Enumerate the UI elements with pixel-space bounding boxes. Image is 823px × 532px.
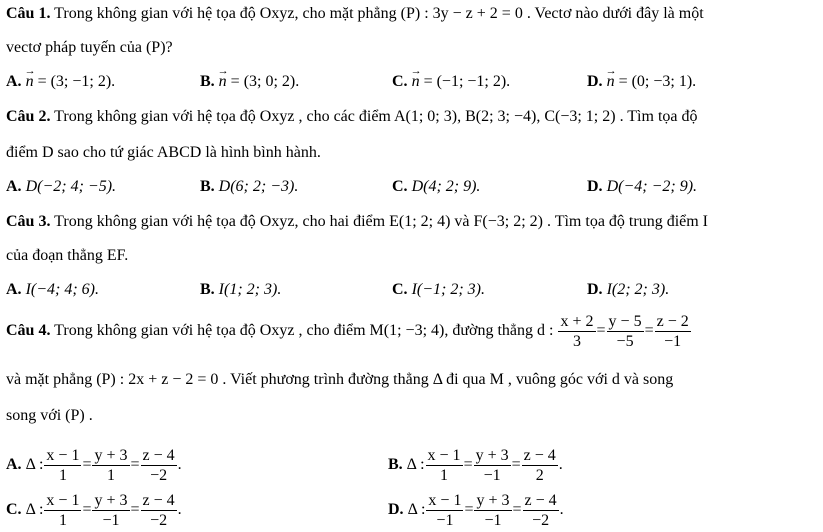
q3-option-a-letter: A. [6,281,22,298]
q4-c-num-1: x − 1 [46,491,80,509]
q2-label: Câu 2. [6,108,51,125]
q4-option-c-frac-x [44,491,81,530]
q2-text-a: Trong không gian với hệ tọa độ Oxyz , cho các điểm A(1; 0; 3), B(2; 3; −4), C(−3; 1; 2) . Tìm tọa độ [50,108,698,125]
q4-c-num-2: y + 3 [94,491,128,509]
q2-option-d[interactable] [587,177,697,197]
q4-b-eq-2: = [511,456,521,473]
q1-option-c-value: = (−1; −1; 2). [419,73,511,90]
q3-text-b: của đoạn thẳng EF. [6,247,129,264]
q3-option-c-value: I(−1; 2; 3). [411,281,485,298]
q4-c-eq-2: = [130,501,140,518]
q4-label: Câu 4. [6,322,51,339]
q4-a-den-2: 1 [107,466,115,484]
q4-c-den-1: 1 [58,511,67,529]
q3-label: Câu 3. [6,213,51,230]
q4-d-num-3: z − 2 [656,312,689,330]
q4-option-c-frac-y [92,491,129,530]
q4-option-d[interactable] [388,490,564,530]
q2-option-d-letter: D. [587,178,603,195]
q1-option-a-var: → n [26,72,34,92]
q3-option-c-letter: C. [392,281,408,298]
q1-text-line-2 [6,38,173,58]
q4-d-den-2: −5 [616,332,634,350]
q4-option-a-prefix: Δ : [25,456,44,473]
q1-option-b[interactable] [200,72,299,92]
q4-a-den-3: −2 [150,466,168,484]
q2-text-b: điểm D sao cho tứ giác ABCD là hình bình hành. [6,144,321,161]
q4-option-b-frac-z [522,446,558,485]
q3-text-a: Trong không gian với hệ tọa độ Oxyz, cho hai điểm E(1; 2; 4) và F(−3; 2; 2) . Tìm tọa độ trung điểm I [50,213,709,230]
q4-text-line-3 [6,406,93,426]
q2-option-a[interactable] [6,177,116,197]
q4-d-den-1: 3 [573,332,581,350]
q4-option-d-prefix: Δ : [407,501,426,518]
q4-d-opt-eq-1: = [464,501,474,518]
q2-option-b-letter: B. [200,178,215,195]
q1-option-a-value: = (3; −1; 2). [33,73,116,90]
q1-option-c-var: → n [412,72,420,92]
q1-option-d-letter: D. [587,73,603,90]
q4-a-eq-1: = [82,456,92,473]
q1-option-b-letter: B. [200,73,215,90]
q4-d-opt-den-2: −1 [484,511,502,529]
q4-d-frac-y [607,312,644,351]
q1-text-b: vectơ pháp tuyến của (P)? [6,39,173,56]
q4-d-opt-eq-2: = [512,501,522,518]
q2-option-d-value: D(−4; −2; 9). [606,178,698,195]
q4-d-eq-2: = [644,322,654,339]
q1-option-b-value: = (3; 0; 2). [226,73,300,90]
q3-option-c[interactable] [392,280,485,300]
q2-option-a-letter: A. [6,178,22,195]
q4-option-d-frac-z [523,491,559,530]
q2-option-b-value: D(6; 2; −3). [218,178,299,195]
q4-option-d-frac-y [474,491,511,530]
q4-d-num-1: x + 2 [560,312,594,330]
q4-d-opt-den-3: −2 [532,511,550,529]
q4-option-d-frac-x [426,491,463,530]
q4-option-c-letter: C. [6,501,22,518]
q1-option-a[interactable] [6,72,115,92]
q4-option-b-frac-y [474,446,511,485]
q4-a-den-1: 1 [58,466,67,484]
q4-d-eq-1: = [596,322,606,339]
q2-option-c[interactable] [392,177,480,197]
q4-option-b-frac-x [426,446,463,485]
q4-b-den-2: −1 [483,466,501,484]
q2-text-line-1 [6,107,697,127]
q4-d-opt-num-1: x − 1 [428,491,462,509]
q3-option-a[interactable] [6,280,99,300]
q4-b-den-3: 2 [535,466,544,484]
q4-d-den-3: −1 [664,332,682,350]
q3-option-a-value: I(−4; 4; 6). [25,281,99,298]
q3-option-b[interactable] [200,280,281,300]
q4-d-opt-den-1: −1 [436,511,454,529]
q3-option-d-value: I(2; 2; 3). [606,281,670,298]
q4-b-num-2: y + 3 [475,446,509,464]
q1-option-d-value: = (0; −3; 1). [614,73,697,90]
q3-text-line-2 [6,246,128,266]
q4-option-a-frac-z [141,446,177,485]
q4-b-num-3: z − 4 [523,446,556,464]
q4-a-num-1: x − 1 [46,446,80,464]
q2-option-c-letter: C. [392,178,408,195]
q4-a-num-3: z − 4 [142,446,175,464]
q4-a-num-2: y + 3 [94,446,128,464]
q4-text-line-2 [6,370,673,390]
q4-a-dot: . [177,456,182,473]
q1-option-c[interactable] [392,72,510,92]
q4-option-b-prefix: Δ : [406,456,425,473]
q2-option-b[interactable] [200,177,298,197]
q4-d-opt-num-3: z − 4 [524,491,557,509]
q3-option-d-letter: D. [587,281,603,298]
q4-d-frac-z [655,312,691,351]
q1-option-b-var: → n [219,72,227,92]
q4-option-b[interactable] [388,445,563,485]
q1-text-a: Trong không gian với hệ tọa độ Oxyz, cho mặt phẳng (P) : 3y − z + 2 = 0 . Vectơ nào dưới đây là một [50,5,704,22]
q4-c-den-3: −2 [150,511,168,529]
q4-d-opt-dot: . [559,501,564,518]
q4-text-c: song với (P) . [6,407,93,424]
q4-text-b: và mặt phẳng (P) : 2x + z − 2 = 0 . Viết phương trình đường thẳng Δ đi qua M , vuông góc với d và song [6,371,674,388]
q4-text-a: Trong không gian với hệ tọa độ Oxyz , cho điểm M(1; −3; 4), đường thẳng d : [50,322,554,339]
q4-b-den-1: 1 [440,466,449,484]
q1-option-d[interactable] [587,72,696,92]
q4-c-den-2: −1 [102,511,120,529]
q4-option-a-frac-y [92,446,129,485]
q4-option-c[interactable] [6,490,182,530]
q4-b-dot: . [558,456,563,473]
q4-option-a[interactable] [6,445,182,485]
q4-d-opt-num-2: y + 3 [476,491,510,509]
q4-d-num-2: y − 5 [608,312,642,330]
q4-d-frac-x [558,312,595,351]
q4-text-line-1 [6,311,692,351]
q4-option-d-letter: D. [388,501,404,518]
q2-option-c-value: D(4; 2; 9). [411,178,481,195]
q4-option-a-frac-x [44,446,81,485]
q4-option-c-prefix: Δ : [25,501,44,518]
q2-text-line-2 [6,143,321,163]
q4-c-num-3: z − 4 [142,491,175,509]
q4-a-eq-2: = [130,456,140,473]
q4-c-dot: . [177,501,182,518]
q3-text-line-1 [6,212,708,232]
q1-option-c-letter: C. [392,73,408,90]
q3-option-b-value: I(1; 2; 3). [218,281,282,298]
q1-option-a-letter: A. [6,73,22,90]
q4-b-num-1: x − 1 [427,446,461,464]
q4-c-eq-1: = [82,501,92,518]
q3-option-b-letter: B. [200,281,215,298]
q3-option-d[interactable] [587,280,669,300]
q4-b-eq-1: = [463,456,473,473]
q4-option-c-frac-z [141,491,177,530]
q2-option-a-value: D(−2; 4; −5). [25,178,117,195]
q4-option-b-letter: B. [388,456,403,473]
q4-option-a-letter: A. [6,456,22,473]
q1-text-line-1 [6,4,704,24]
q1-option-d-var: → n [607,72,615,92]
q1-label: Câu 1. [6,5,51,22]
